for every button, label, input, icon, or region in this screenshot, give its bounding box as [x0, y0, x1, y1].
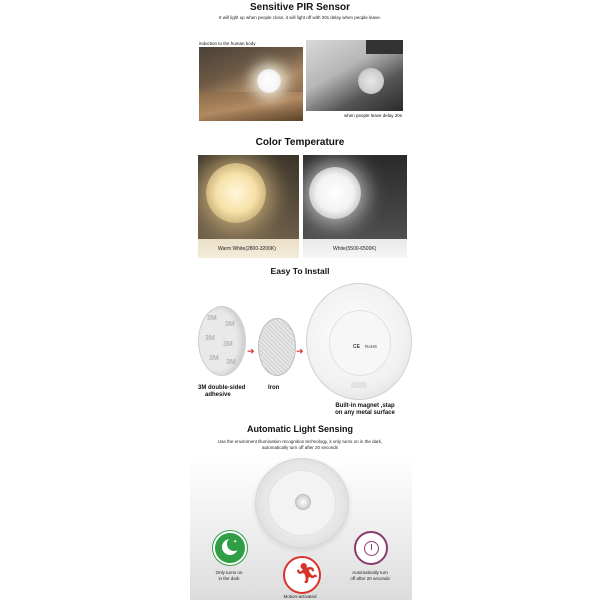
star-icon: ✦: [233, 539, 238, 545]
alarm-clock-icon: [354, 531, 388, 565]
iron-plate: [258, 318, 296, 376]
magnet-label-1: Built-in magnet ,stap: [335, 403, 395, 409]
product-inner-disc: [329, 310, 391, 376]
unlit-lamp: [358, 68, 384, 94]
pir-subtitle: It will light up when people close, it will light off with 20s delay when people leave.: [218, 15, 381, 20]
tape-mark: 3M: [225, 321, 235, 328]
product-back: [306, 283, 412, 400]
warm-photo: [198, 155, 299, 258]
adhesive-tape: [198, 306, 246, 376]
warm-label: Warm White(2800-3200K): [218, 246, 276, 252]
battery-slot: [351, 382, 367, 388]
dark-label-1: Only turns on: [215, 570, 243, 575]
dark-label-2: in the dark: [218, 576, 240, 581]
tape-mark: 3M: [223, 341, 233, 348]
white-photo: [303, 155, 407, 258]
motion-label: Motion-activated: [283, 594, 317, 599]
wood-surface: [199, 92, 303, 121]
pir-left-photo: [199, 47, 303, 121]
sensing-desc-1: Use the enviroment Illumination recognition technology, it only turns on in the dark,: [217, 439, 383, 444]
tape-mark: 3M: [226, 359, 236, 366]
timer-label-2: off after 20 seconds: [350, 576, 390, 581]
white-lamp: [309, 167, 361, 219]
white-label: White(5500-6500K): [333, 246, 377, 252]
timer-label-1: Automatically turn: [352, 570, 388, 575]
tape-mark: 3M: [209, 355, 219, 362]
tape-mark: 3M: [205, 335, 215, 342]
lit-lamp: [257, 69, 281, 93]
sensing-title: Automatic Light Sensing: [246, 424, 353, 434]
pir-left-caption: induction to the human body: [199, 41, 256, 46]
sensing-desc-2: automatically turn off after 20 seconds: [262, 445, 338, 450]
clock-hand: [371, 544, 372, 550]
pir-sensor-dome: [295, 494, 311, 510]
sensor-lamp: [255, 458, 349, 548]
walking-person-icon: [283, 556, 321, 594]
iron-label: Iron: [268, 385, 280, 391]
pir-title: Sensitive PIR Sensor: [249, 2, 351, 13]
arrow-right-icon: ➜: [247, 346, 255, 356]
pir-right-photo: [306, 40, 403, 111]
ce-mark: CE: [353, 344, 360, 350]
rohs-mark: RoHS: [365, 344, 378, 349]
adhesive-label-1: 3M double-sided: [198, 385, 246, 391]
install-title: Easy To Install: [270, 266, 330, 276]
arrow-right-icon: ➜: [296, 346, 304, 356]
warm-lamp: [206, 163, 266, 223]
adhesive-label-2: adhesive: [205, 392, 231, 398]
shelf-shadow: [366, 40, 403, 54]
moon-stars-icon: [213, 531, 247, 565]
person-glyph: 🏃︎: [294, 563, 320, 585]
magnet-label-2: on any metal surface: [335, 410, 395, 416]
pir-right-caption: when people leave delay 20s: [344, 113, 403, 118]
tape-mark: 3M: [207, 315, 217, 322]
color-temp-title: Color Temperature: [255, 137, 345, 148]
